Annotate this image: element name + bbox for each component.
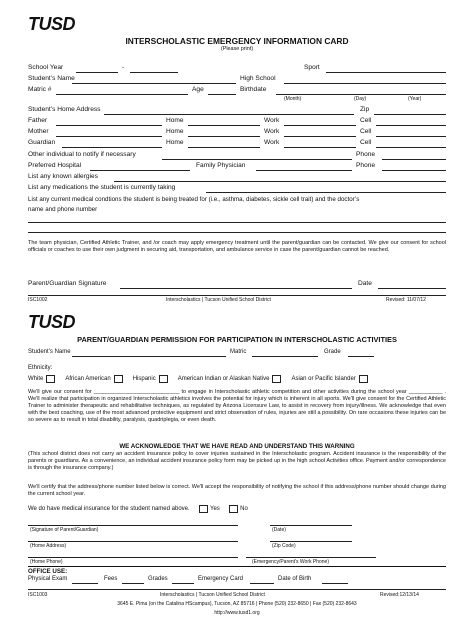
mother-label: Mother (28, 128, 49, 135)
permission-footer-divider (28, 589, 446, 590)
district-address: 3645 E. Pima (on the Catalina HScampus), Tucson, AZ 85716 | Phone (520) 232-8650 | Fax (520) 232-8643 (117, 601, 357, 607)
mother-home-label: Home (166, 128, 184, 135)
father-cell-field[interactable] (376, 125, 446, 126)
permission-footer-center: Interscholastics | Tucson Unified School District (160, 592, 265, 598)
office-dob-field[interactable] (322, 583, 348, 584)
age-field[interactable] (208, 94, 236, 95)
guardian-cell-label: Cell (360, 139, 372, 146)
insurance-no-label: No (240, 506, 248, 512)
insurance-no-checkbox[interactable] (229, 505, 238, 513)
ethnicity-hispanic-label: Hispanic (132, 376, 156, 382)
permission-form-id: ISC1003 (28, 592, 48, 598)
ethnicity-white-label: White (28, 376, 44, 382)
permission-student-name-label: Student’s Name (28, 349, 71, 355)
allergies-label: List any known allergies (28, 173, 99, 180)
other-phone-label: Phone (356, 151, 376, 158)
office-fees-label: Fees (104, 576, 118, 582)
mother-work-field[interactable] (284, 136, 356, 137)
matric-field[interactable] (56, 94, 188, 95)
warning-title: WE ACKNOWLEDGE THAT WE HAVE READ AND UNDERSTAND THIS WARNING (119, 443, 355, 450)
students-name-field[interactable] (72, 83, 236, 84)
home-address-label: Student’s Home Address (28, 106, 101, 113)
parent-signature-label: Parent/Guardian Signature (28, 280, 107, 287)
insurance-question-row (28, 504, 248, 515)
district-logo: TUSD (28, 14, 75, 34)
office-emergency-card-field[interactable] (250, 583, 274, 584)
family-physician-field[interactable] (256, 170, 352, 171)
conditions-field-line1[interactable] (28, 222, 446, 223)
medications-label: List any medications the student is currently taking (28, 184, 176, 191)
home-phone-line[interactable] (28, 557, 238, 558)
father-label: Father (28, 117, 48, 124)
preferred-hospital-label: Preferred Hospital (28, 162, 82, 169)
year-hint: (Year) (408, 96, 422, 102)
emergency-consent-text: The team physician, Certified Athletic Trainer, and /or coach may apply emergency treatment until the parent/guardian can be contacted. We give our consent for school officials or coaches to use their own judgment in securing aid, transportation, and ambulance service in case the parent/guardian cannot be reached. (28, 240, 446, 253)
medications-field[interactable] (206, 192, 446, 193)
school-year-end-field[interactable] (130, 72, 178, 73)
mother-cell-label: Cell (360, 128, 372, 135)
insurance-question-label: We do have medical insurance for the student named above. (28, 506, 190, 512)
father-cell-label: Cell (360, 117, 372, 124)
card-subtitle: (Please print) (220, 46, 254, 52)
father-home-field[interactable] (188, 125, 260, 126)
guardian-work-label: Work (264, 139, 280, 146)
signature-date-field[interactable] (378, 288, 446, 289)
permission-date-line[interactable] (270, 525, 352, 526)
birthdate-label: Birthdate (240, 86, 267, 93)
card-revised: Revised: 11/07/12 (386, 297, 426, 303)
sport-field[interactable] (326, 72, 446, 73)
mother-work-label: Work (264, 128, 280, 135)
home-address-field[interactable] (104, 114, 354, 115)
father-work-field[interactable] (284, 125, 356, 126)
office-physical-exam-label: Physical Exam (28, 576, 68, 582)
office-dob-label: Date of Birth (278, 576, 312, 582)
high-school-field[interactable] (284, 83, 446, 84)
card-footer-divider (28, 295, 446, 296)
guardian-name-field[interactable] (62, 147, 162, 148)
office-grades-label: Grades (148, 576, 168, 582)
ethnicity-hispanic-checkbox[interactable] (159, 375, 168, 383)
guardian-home-label: Home (166, 139, 184, 146)
emergency-phone-caption: (Emergency/Parent's Work Phone) (252, 559, 330, 565)
permission-title: PARENT/GUARDIAN PERMISSION FOR PARTICIPATION IN INTERSCHOLASTIC ACTIVITIES (77, 335, 397, 344)
mother-home-field[interactable] (188, 136, 260, 137)
participation-consent-text: We'll give our consent for ____________________________ to engage in Interscholastic athletic competition and other activities during the school year ___________ . We'll realize that participation in organized Interscholastic athletics involves the potential for injury which is inherent in all sports. We'll give consent for the Certified Athletic Trainer to administer therapeutic and rehabilitative techniques, as regulated by Arizona Licensure Law, to assist in recovery from injury/illness. We acknowledge that even with the best coaching, use of the most advanced protective equipment and strict observation of rules, injuries are still a possibility. On rare occasions these injuries can be so severe as to result in total disability, paralysis, quadriplegia, or even death. (28, 389, 446, 423)
allergies-field[interactable] (114, 181, 446, 182)
home-address-line[interactable] (28, 541, 238, 542)
guardian-work-field[interactable] (284, 147, 356, 148)
conditions-label-line2: name and phone number (28, 206, 98, 213)
students-name-label: Student’s Name (28, 75, 75, 82)
insurance-yes-checkbox[interactable] (199, 505, 208, 513)
permission-grade-label: Grade (324, 349, 341, 355)
parent-signature-field[interactable] (120, 288, 352, 289)
father-name-field[interactable] (56, 125, 162, 126)
ethnicity-asian-pacific-checkbox[interactable] (359, 375, 368, 383)
office-use-label: OFFICE USE: (28, 568, 68, 575)
guardian-label: Guardian (28, 139, 56, 146)
father-home-label: Home (166, 117, 184, 124)
office-use-divider (28, 566, 446, 567)
permission-logo: TUSD (28, 312, 75, 332)
parent-signature-line[interactable] (28, 525, 238, 526)
guardian-home-field[interactable] (188, 147, 260, 148)
zip-code-caption: (Zip Code) (272, 543, 296, 549)
insurance-yes-label: Yes (210, 506, 220, 512)
guardian-cell-field[interactable] (376, 147, 446, 148)
ethnicity-american-indian-checkbox[interactable] (272, 375, 281, 383)
zip-label: Zip (360, 106, 370, 113)
conditions-field-line2[interactable] (28, 232, 446, 233)
district-url[interactable]: http://www.tusd1.org (214, 610, 260, 616)
other-notify-field[interactable] (162, 159, 352, 160)
high-school-label: High School (240, 75, 276, 82)
date-caption: (Date) (272, 527, 286, 533)
card-footer-center: Interscholastics | Tucson Unified School District (166, 297, 271, 303)
physician-phone-label: Phone (356, 162, 376, 169)
ethnicity-american-indian-label: American Indian or Alaskan Native (177, 376, 270, 382)
school-year-start-field[interactable] (76, 72, 118, 73)
matric-label: Matric # (28, 86, 52, 93)
family-physician-label: Family Physician (196, 162, 246, 169)
office-fees-field[interactable] (122, 583, 144, 584)
home-address-caption: (Home Address) (30, 543, 67, 549)
office-emergency-card-label: Emergency Card (198, 576, 244, 582)
permission-student-name-field[interactable] (72, 356, 226, 357)
ethnicity-label: Ethnicity: (28, 365, 53, 371)
signature-parent-caption: (Signature of Parent/Guardian) (30, 527, 99, 533)
permission-matric-label: Matric (230, 349, 247, 355)
month-hint: (Month) (284, 96, 302, 102)
permission-matric-field[interactable] (252, 356, 318, 357)
permission-grade-field[interactable] (348, 356, 374, 357)
zip-field[interactable] (374, 114, 446, 115)
birthdate-field[interactable] (276, 94, 446, 95)
card-form-id: ISC1002 (28, 297, 48, 303)
school-year-dash: - (122, 64, 125, 71)
ethnicity-white-checkbox[interactable] (46, 375, 55, 383)
day-hint: (Day) (354, 96, 367, 102)
other-phone-field[interactable] (382, 159, 446, 160)
home-phone-caption: (Home Phone) (30, 559, 63, 565)
father-work-label: Work (264, 117, 280, 124)
ethnicity-options (28, 374, 378, 385)
physician-phone-field[interactable] (382, 170, 446, 171)
ethnicity-african-american-label: African American (65, 376, 111, 382)
insurance-disclaimer-text: (This school district does not carry an accident insurance policy to cover injuries sustained in the Interscholastic program. Accident insurance is the responsibility of the parents or guardians. As a convenience, an individual accident insurance policy form may be picked up in the high school Activities office. Payment and/or correspondence is through the insurance company.) (28, 451, 446, 471)
office-grades-field[interactable] (172, 583, 194, 584)
mother-name-field[interactable] (56, 136, 162, 137)
ethnicity-african-american-checkbox[interactable] (114, 375, 123, 383)
school-year-label: School Year (28, 64, 64, 71)
emergency-phone-line[interactable] (246, 557, 376, 558)
office-physical-exam-field[interactable] (72, 583, 98, 584)
permission-revised: Revised:12/13/14 (380, 592, 419, 598)
conditions-label-line1: List any current medical condtions the student is being treated for (i.e., asthma, diabetes, sickle cell trait) and the doctor’s (28, 196, 360, 203)
address-certify-text: We'll certify that the address/phone number listed below is correct. We'll accept the responsibility of notifying the school if this address/phone number should change during the current school year. (28, 484, 446, 497)
ethnicity-asian-pacific-label: Asian or Pacific Islander (291, 376, 356, 382)
sport-label: Sport (304, 64, 320, 71)
signature-date-label: Date (358, 280, 372, 287)
preferred-hospital-field[interactable] (90, 170, 190, 171)
card-title: INTERSCHOLASTIC EMERGENCY INFORMATION CARD (125, 36, 349, 46)
age-label: Age (192, 86, 204, 93)
mother-cell-field[interactable] (376, 136, 446, 137)
zip-code-line[interactable] (270, 541, 352, 542)
other-notify-label: Other individual to notify if necessary (28, 151, 136, 158)
